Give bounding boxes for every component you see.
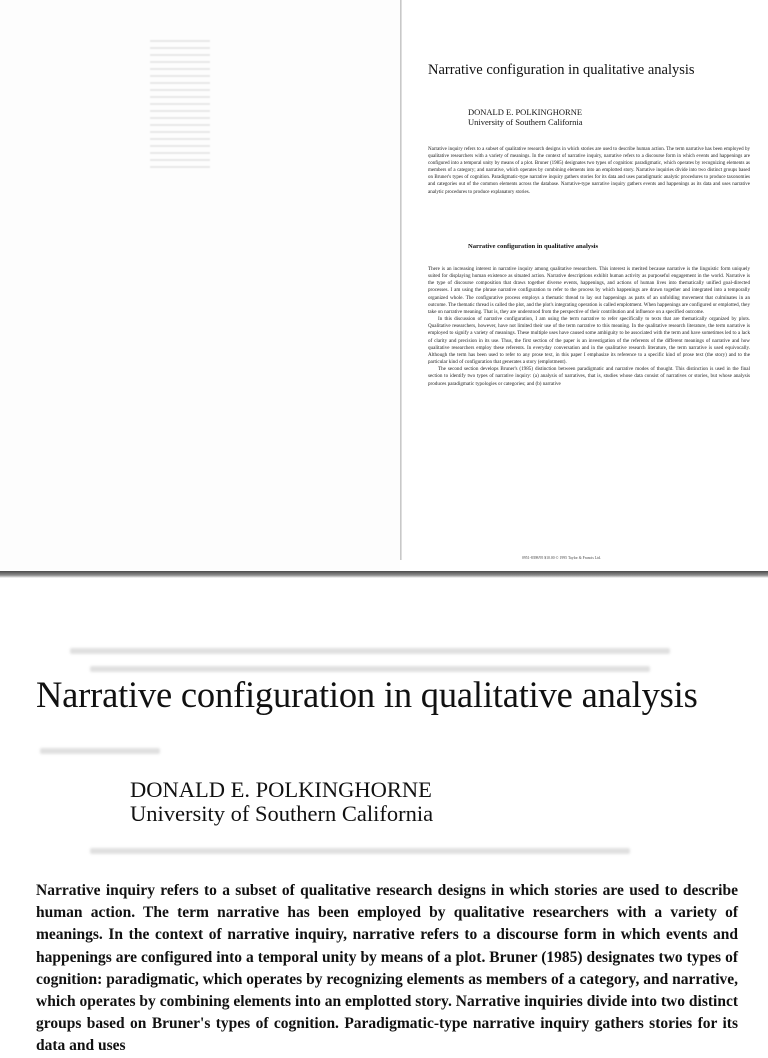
article-body xyxy=(428,266,750,388)
zoomed-author-block xyxy=(130,778,433,826)
article-title: Narrative configuration in qualitative analysis xyxy=(428,62,695,78)
body-paragraph: The second section develops Bruner's (1985) distinction between paradigmatic and narrative modes of thought. This distinction is used in the final section to identify two types of narrative inquiry: (a) analysis of narratives, that is, studies whose data consist of narratives or stories, but whose analysis produces paradigmatic typologies or categories; and (b) narrative xyxy=(428,366,750,387)
body-paragraph: In this discussion of narrative configuration, I am using the term narrative to refer specifically to texts that are thematically organized by plots. Qualitative researchers, however, have not limited their use of the term narrative to this meaning. In the qualitative research literature, the term narrative is employed to signify a variety of meanings. These multiple uses have caused some ambiguity to be associated with the term and have sometimes led to a lack of clarity and precision in its use. Thus, the first section of the paper is an investigation of the referents of the different meanings of narrative and how qualitative researchers employ these referents. In everyday conversation and in the qualitative research literature, the term narrative is used equivocally. Although the term has been used to refer to any prose text, in this paper I emphasize its reference to a specific kind of prose text (the story) and to the particular kind of configuration that generates a story (emplotment). xyxy=(428,316,750,366)
body-paragraph: There is an increasing interest in narrative inquiry among qualitative researchers. This interest is merited because narrative is the linguistic form uniquely suited for displaying human existence as situated action. Narrative descriptions exhibit human activity as purposeful engagement in the world. Narrative is the type of discourse composition that draws together diverse events, happenings, and actions of human lives into thematically unified goal-directed processes. I am using the phrase narrative configuration to refer to the process by which happenings are drawn together and integrated into a temporally organized whole. The configurative process employs a thematic thread to lay out happenings as parts of an unfolding movement that culminates in an outcome. The thematic thread is called the plot, and the plot's integrating operation is called emplotment. When happenings are configured or emplotted, they take on narrative meaning. That is, they are understood from the perspective of their contribution and influence on a specified outcome. xyxy=(428,266,750,315)
bleed-through-line xyxy=(40,748,160,754)
page-bottom-edge xyxy=(0,571,768,578)
zoomed-abstract: Narrative inquiry refers to a subset of qualitative research designs in which stories are used to describe human action. The term narrative has been employed by qualitative researchers with a variety of meanings. In the context of narrative inquiry, narrative refers to a discourse form in which events and happenings are configured into a temporal unity by means of a plot. Bruner (1985) designates two types of cognition: paradigmatic, which operates by recognizing elements as members of a category, and narrative, which operates by combining elements into an emplotted story. Narrative inquiries divide into two distinct groups based on Bruner's types of cognition. Paradigmatic-type narrative inquiry gathers stories for its data and uses xyxy=(36,882,738,1055)
zoomed-title: Narrative configuration in qualitative analysis xyxy=(36,674,698,715)
bleed-through-line xyxy=(70,648,670,654)
abstract: Narrative inquiry refers to a subset of qualitative research designs in which stories are used to describe human action. The term narrative has been employed by qualitative researchers with a variety of meanings. In the context of narrative inquiry, narrative refers to a discourse form in which events and happenings are configured into a temporal unity by means of a plot. Bruner (1985) designates two types of cognition: paradigmatic, which operates by recognizing elements as members of a category; and narrative, which operates by combining elements into an emplotted story. Narrative inquiries divide into two distinct groups based on Bruner's types of cognition. Paradigmatic-type narrative inquiry gathers stories for its data and uses paradigmatic analytic procedures to produce taxonomies and categories out of the common elements across the database. Narrative-type narrative inquiry gathers events and happenings as its data and uses narrative analytic procedures to produce explanatory stories. xyxy=(428,147,750,195)
author-affiliation: University of Southern California xyxy=(468,117,583,127)
left-page-blank xyxy=(0,0,400,578)
zoomed-author-affiliation: University of Southern California xyxy=(130,801,434,826)
copyright-footer: 0951-8398/95 $10.00 © 1995 Taylor & Francis Ltd. xyxy=(522,556,602,560)
article-first-page xyxy=(402,0,768,570)
zoomed-detail xyxy=(0,578,768,1055)
bleed-through-line xyxy=(90,666,650,672)
bleed-through-marks xyxy=(150,40,210,170)
zoomed-author-name: DONALD E. POLKINGHORNE xyxy=(130,777,432,802)
section-heading: Narrative configuration in qualitative analysis xyxy=(468,243,599,250)
author-name: DONALD E. POLKINGHORNE xyxy=(468,107,583,117)
bleed-through-line xyxy=(90,848,630,854)
author-block xyxy=(468,107,583,127)
